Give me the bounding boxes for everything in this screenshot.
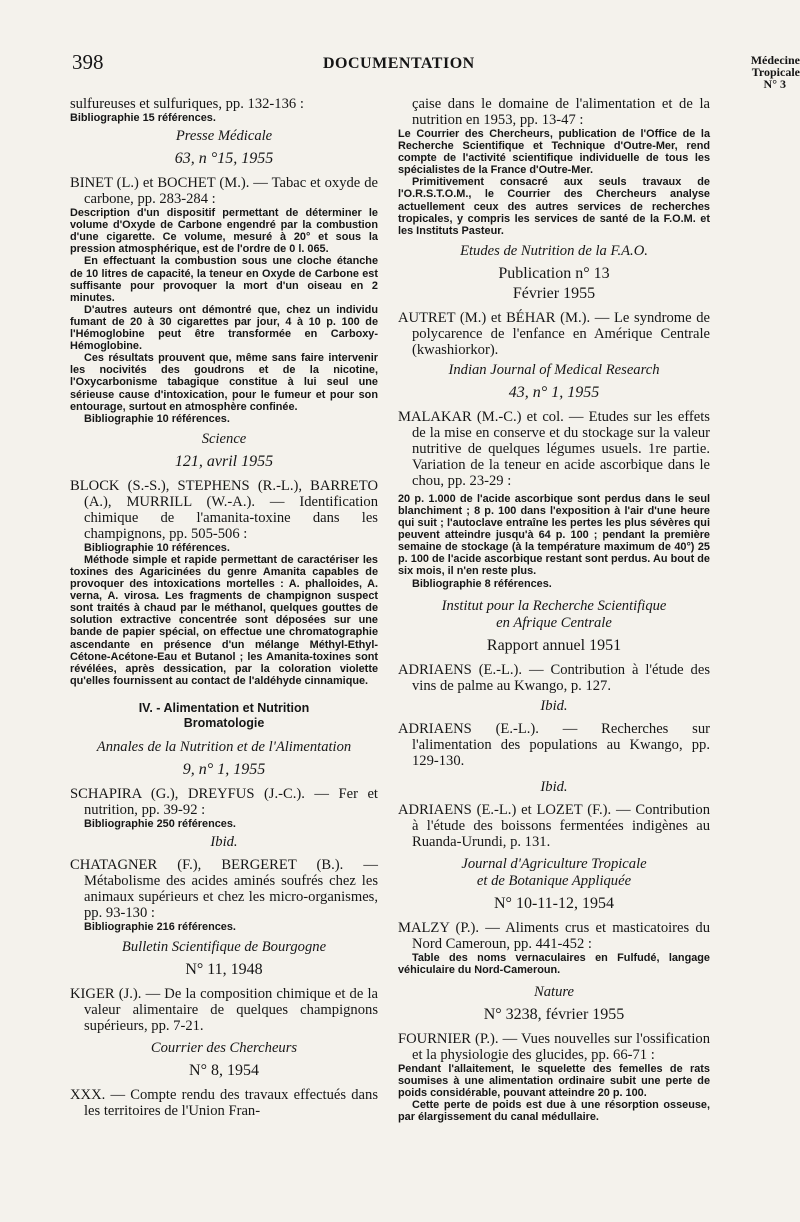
journal-issue: Publication n° 13	[498, 264, 610, 282]
bibliographic-entry: ADRIAENS (E.-L.). — Contribution à l'étude des vins de palme au Kwango, p. 127.	[398, 661, 710, 694]
journal-issue: 121, avril 1955	[174, 452, 274, 470]
entry-continuation: çaise dans le domaine de l'alimentation et de la nutrition en 1953, pp. 13-47 :	[412, 96, 710, 128]
journal-corner-label	[737, 54, 800, 90]
journal-issue: N° 11, 1948	[185, 961, 263, 979]
corner-line-3: N° 3	[763, 77, 786, 90]
journal-title: Science	[201, 430, 247, 447]
bibliographic-entry: CHATAGNER (F.), BERGERET (B.). — Métabolisme des acides aminés soufrés chez les animaux supérieurs et chez les micro-organismes, pp. 93-130 :	[70, 857, 378, 921]
bibliographic-entry: XXX. — Compte rendu des travaux effectués dans les territoires de l'Union Fran-	[70, 1087, 378, 1120]
summary: Description d'un dispositif permettant de déterminer le volume d'Oxyde de Carbone engendré par la combustion d'une cigarette. Ce volume, mesuré à 20° et sous la pression atmosphérique, est de l'ordre de 0 l. 065.	[70, 207, 378, 256]
running-title: DOCUMENTATION	[323, 55, 475, 72]
journal-title: et de Botanique Appliquée	[476, 872, 632, 889]
bibliographic-entry: MALAKAR (M.-C.) et col. — Etudes sur les effets de la mise en conserve et du stockage sur la valeur nutritive de quelques légumes usuels. 1re partie. Variation de la teneur en acide ascorbique dans le chou, pp. 23-29 :	[398, 408, 710, 489]
journal-issue: 9, n° 1, 1955	[182, 760, 266, 778]
bibliographic-entry: AUTRET (M.) et BÉHAR (M.). — Le syndrome de polycarence de l'enfance en Amérique Centrale (kwashiorkor).	[398, 309, 710, 358]
summary: Bibliographie 15 références.	[70, 112, 216, 124]
journal-title: Ibid.	[540, 697, 568, 714]
journal-title: Indian Journal of Medical Research	[448, 361, 660, 378]
bibliographic-entry: ADRIAENS (E.-L.) et LOZET (F.). — Contribution à l'étude des boissons fermentées indigènes au Ruanda-Urundi, p. 131.	[398, 801, 710, 850]
corner-line-1: Médecine	[750, 54, 800, 67]
journal-issue: 43, n° 1, 1955	[508, 383, 600, 401]
summary: Bibliographie 10 références.	[84, 412, 230, 425]
journal-issue: Rapport annuel 1951	[486, 636, 622, 654]
journal-issue: N° 8, 1954	[189, 1062, 259, 1080]
journal-issue: Février 1955	[512, 284, 596, 302]
summary: Bibliographie 8 références.	[412, 577, 552, 590]
summary: Primitivement consacré aux seuls travaux de l'O.R.S.T.O.M., le Courrier des Chercheurs analyse actuellement ceux des autres services de recherches tropicales, y compris les services de santé de la F.O.M. et les Instituts Pasteur.	[398, 176, 710, 237]
bibliographic-entry: KIGER (J.). — De la composition chimique et de la valeur alimentaire de quelques champignons supérieurs, pp. 7-21.	[70, 986, 378, 1035]
summary: Table des noms vernaculaires en Fulfudé, langage véhiculaire du Nord-Cameroun.	[398, 951, 710, 976]
summary: D'autres auteurs ont démontré que, chez un individu fumant de 20 à 30 cigarettes par jour, 4 à 10 p. 100 de l'Hémoglobine peut être transformée en Carboxy-Hémoglobine.	[70, 303, 378, 353]
journal-issue: N° 10-11-12, 1954	[493, 894, 614, 912]
journal-title: Journal d'Agriculture Tropicale	[461, 855, 647, 872]
left-column	[70, 96, 378, 1119]
bibliographic-entry: SCHAPIRA (G.), DREYFUS (J.-C.). — Fer et nutrition, pp. 39-92 :	[70, 785, 378, 818]
journal-title: Courrier des Chercheurs	[150, 1040, 298, 1057]
journal-issue: 63, n °15, 1955	[174, 150, 274, 168]
summary: Cette perte de poids est due à une résorption osseuse, par élargissement du canal médullaire.	[398, 1099, 710, 1124]
summary: Bibliographie 250 références.	[84, 817, 236, 830]
entry-continuation: sulfureuses et sulfuriques, pp. 132-136 :	[70, 96, 304, 112]
summary: Bibliographie 216 références.	[84, 921, 236, 933]
summary: 20 p. 1.000 de l'acide ascorbique sont perdus dans le seul blanchiment ; 8 p. 100 dans l'exposition à l'air d'une heure qui suit ; l'autoclave entraîne les pertes les plus sévères qui peuvent atteindre jusqu'à 64 p. 100 ; pendant la première semaine de stockage (à la température maximum de 40°) 25 p. 100 de l'acide ascorbique restant sont perdus. Au bout de six mois, il n'en reste plus.	[398, 492, 710, 578]
summary: Ces résultats prouvent que, même sans faire intervenir les nocivités des goudrons et de la nicotine, l'Oxycarbonisme tabagique constitue à lui seul une sérieuse cause d'intoxication, pour le fumeur et pour son entourage, surtout en atmosphère confinée.	[70, 352, 378, 413]
summary: Bibliographie 10 références.	[84, 541, 230, 554]
journal-title: Presse Médicale	[175, 128, 273, 145]
journal-title: Nature	[534, 983, 574, 1000]
bibliographic-entry: ADRIAENS (E.-L.). — Recherches sur l'alimentation des populations au Kwango, pp. 129-130.	[398, 720, 710, 769]
journal-title: Institut pour la Recherche Scientifique	[441, 597, 667, 614]
journal-title: en Afrique Centrale	[496, 614, 612, 631]
corner-line-2: Tropicale	[751, 65, 800, 79]
journal-title: Ibid.	[210, 834, 238, 850]
journal-title: Etudes de Nutrition de la F.A.O.	[460, 242, 648, 259]
summary: En effectuant la combustion sous une cloche étanche de 10 litres de capacité, la teneur en Oxyde de Carbone est suffisante pour provoquer la mort d'un oiseau en 2 minutes.	[70, 255, 378, 304]
summary: Pendant l'allaitement, le squelette des femelles de rats soumises à une alimentation ordinaire subit une perte de poids considérable, pouvant atteindre 20 p. 100.	[398, 1062, 710, 1099]
summary: Le Courrier des Chercheurs, publication de l'Office de la Recherche Scientifique et Technique d'Outre-Mer, rend compte de l'activité scientifique individuelle de tous les spécialistes de la France d'Outre-Mer.	[398, 128, 710, 177]
journal-title: Bulletin Scientifique de Bourgogne	[121, 939, 327, 956]
page-header	[0, 0, 800, 100]
bibliographic-entry: BINET (L.) et BOCHET (M.). — Tabac et oxyde de carbone, pp. 283-284 :	[70, 175, 378, 208]
bibliographic-entry: BLOCK (S.-S.), STEPHENS (R.-L.), BARRETO (A.), MURRILL (W.-A.). — Identification chimique de l'amanita-toxine dans les champignons, pp. 505-506 :	[70, 477, 378, 542]
summary: Méthode simple et rapide permettant de caractériser les toxines des Agaricinées du genre Amanita capables de provoquer des intoxications mortelles : A. phalloides, A. verna, A. virosa. Les fragments de champignon suspect sont traités à chaud par le méthanol, quelques gouttes de solution extractive concentrée sont déposées sur une bande de papier spécial, on effectue une chromatographie ascendante en présence d'un mélange Méthyl-Ethyl-Cétone-Acétone-Eau et Butanol ; les Amanita-toxines sont révélées, après dessication, par la coloration violette qu'elles fournissent au contact de l'aldéhyde cinnamique.	[70, 553, 378, 687]
section-heading: Bromatologie	[183, 715, 265, 730]
bibliographic-entry: FOURNIER (P.). — Vues nouvelles sur l'ossification et la physiologie des glucides, pp. 66-71 :	[398, 1030, 710, 1063]
journal-title: Annales de la Nutrition et de l'Alimentation	[96, 738, 352, 755]
journal-issue: N° 3238, février 1955	[483, 1005, 625, 1023]
bibliographic-entry: MALZY (P.). — Aliments crus et masticatoires du Nord Cameroun, pp. 441-452 :	[398, 919, 710, 952]
page-number: 398	[72, 50, 104, 74]
right-column	[398, 96, 710, 1123]
journal-title: Ibid.	[540, 778, 568, 795]
section-heading: IV. - Alimentation et Nutrition	[138, 700, 310, 715]
